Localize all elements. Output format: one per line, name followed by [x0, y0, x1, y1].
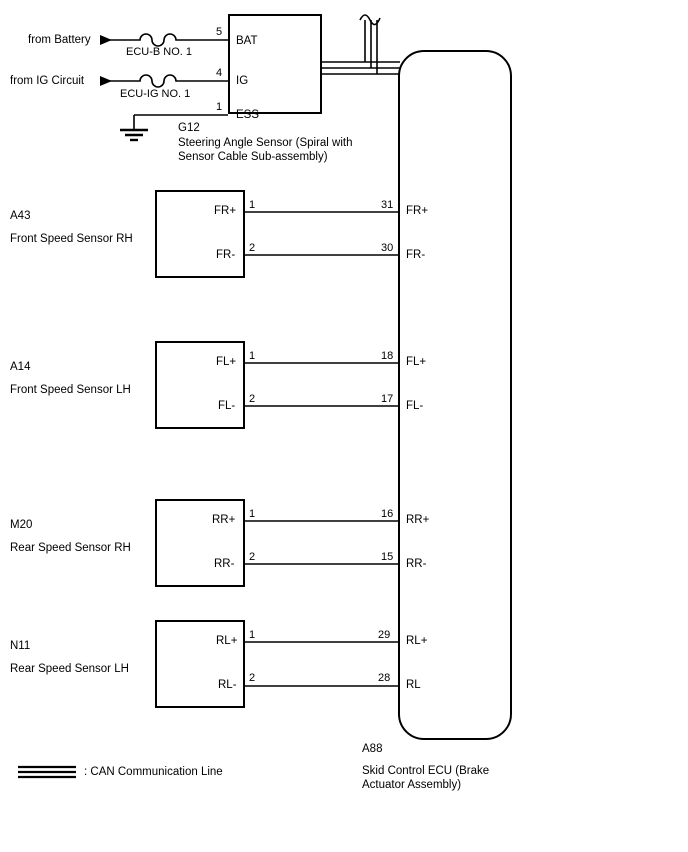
ecu-terminal-m20-1: RR+: [406, 514, 430, 526]
sensor-pin-n11-2: 2: [249, 672, 256, 684]
sensor-pin-a43-1: 1: [249, 199, 256, 211]
pin-bat: 5: [216, 26, 223, 38]
ecu-name-line2: Actuator Assembly): [362, 779, 462, 791]
sensor-pin-a14-2: 2: [249, 393, 256, 405]
sensor-pin-m20-1: 1: [249, 508, 256, 520]
ecu-pin-n11-2: 28: [378, 672, 391, 684]
spiral-name-line1: Steering Angle Sensor (Spiral with: [178, 137, 353, 149]
arrow-ig: [100, 76, 112, 86]
ecu-pin-a14-1: 18: [381, 350, 394, 362]
steering-angle-sensor-box: [228, 14, 322, 114]
ecu-terminal-a43-1: FR+: [406, 205, 429, 217]
spiral-code: G12: [178, 122, 200, 134]
sensor-terminal-n11-2: RL-: [218, 679, 237, 691]
from-ig-label: from IG Circuit: [10, 75, 85, 87]
ecu-code: A88: [362, 743, 383, 755]
can-squiggle-top: [360, 15, 380, 25]
ecu-terminal-n11-2: RL: [406, 679, 421, 691]
fuse-ecu-b-label: ECU-B NO. 1: [126, 46, 193, 58]
spiral-name-line2: Sensor Cable Sub-assembly): [178, 151, 328, 163]
sensor-terminal-n11-1: RL+: [216, 635, 238, 647]
ecu-pin-n11-1: 29: [378, 629, 391, 641]
terminal-bat: BAT: [236, 35, 258, 47]
ecu-terminal-a43-2: FR-: [406, 249, 426, 261]
sensor-terminal-a14-1: FL+: [216, 356, 237, 368]
sensor-pin-a43-2: 2: [249, 242, 256, 254]
ecu-pin-a14-2: 17: [381, 393, 394, 405]
sensor-terminal-a43-2: FR-: [216, 249, 236, 261]
sensor-terminal-m20-2: RR-: [214, 558, 235, 570]
ecu-terminal-a14-1: FL+: [406, 356, 427, 368]
sensor-code-m20: M20: [10, 519, 33, 531]
sensor-terminal-a14-2: FL-: [218, 400, 236, 412]
from-battery-label: from Battery: [28, 34, 91, 46]
sensor-pin-n11-1: 1: [249, 629, 256, 641]
fuse-ecu-ig: [134, 75, 186, 87]
ecu-name-line1: Skid Control ECU (Brake: [362, 765, 490, 777]
ecu-pin-m20-2: 15: [381, 551, 394, 563]
sensor-name-m20: Rear Speed Sensor RH: [10, 542, 131, 554]
sensor-code-a43: A43: [10, 210, 31, 222]
terminal-ess: ESS: [236, 109, 260, 121]
sensor-name-a43: Front Speed Sensor RH: [10, 233, 133, 245]
sensor-pin-a14-1: 1: [249, 350, 256, 362]
legend-text: : CAN Communication Line: [84, 766, 223, 778]
sensor-name-a14: Front Speed Sensor LH: [10, 384, 131, 396]
sensor-terminal-m20-1: RR+: [212, 514, 236, 526]
can-bus-symbol: [18, 762, 76, 782]
sensor-pin-m20-2: 2: [249, 551, 256, 563]
ecu-pin-m20-1: 16: [381, 508, 394, 520]
ecu-terminal-m20-2: RR-: [406, 558, 427, 570]
arrow-battery: [100, 35, 112, 45]
sensor-code-a14: A14: [10, 361, 31, 373]
pin-ess: 1: [216, 101, 223, 113]
ecu-terminal-n11-1: RL+: [406, 635, 428, 647]
sensor-terminal-a43-1: FR+: [214, 205, 237, 217]
fuse-ecu-ig-label: ECU-IG NO. 1: [120, 88, 191, 100]
ecu-terminal-a14-2: FL-: [406, 400, 424, 412]
sensor-code-n11: N11: [10, 640, 31, 652]
pin-ig: 4: [216, 67, 223, 79]
ecu-pin-a43-2: 30: [381, 242, 394, 254]
ecu-pin-a43-1: 31: [381, 199, 394, 211]
sensor-name-n11: Rear Speed Sensor LH: [10, 663, 129, 675]
terminal-ig: IG: [236, 75, 249, 87]
